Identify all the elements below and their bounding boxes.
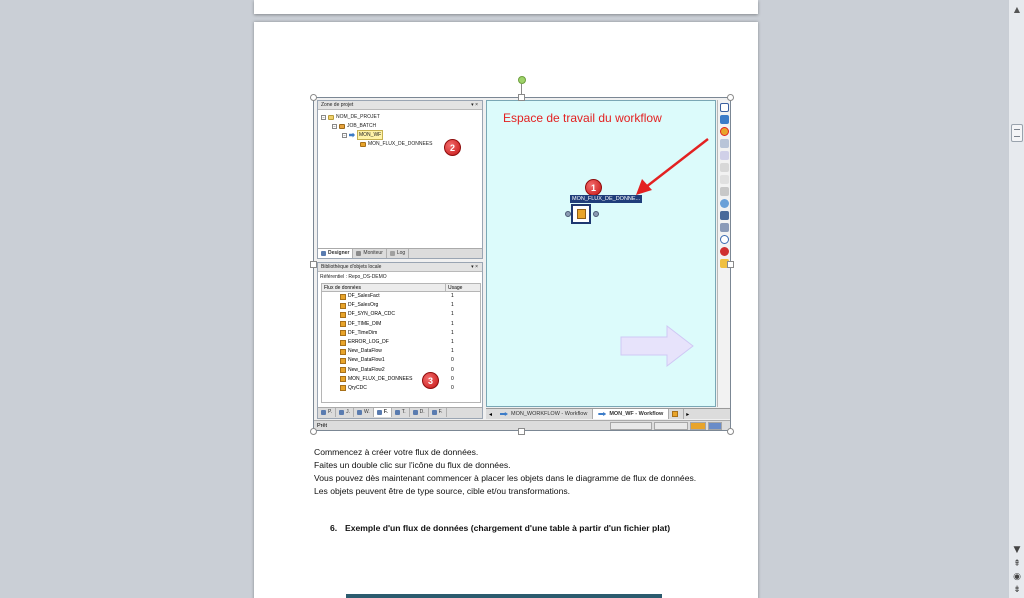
tab-label: W. [363,409,370,415]
status-text: Prêt [317,423,328,429]
row-name: QryCDC [348,384,367,391]
workflow-workspace[interactable] [486,100,716,407]
next-page-icon[interactable]: ⇟ [1013,585,1021,595]
row-usage: 1 [451,311,454,318]
paragraph-1: Commencez à créer votre flux de données. [314,447,479,457]
row-usage: 1 [451,338,454,345]
resize-handle-s[interactable] [518,428,525,435]
tree-node-job[interactable] [332,122,376,130]
resize-handle-w[interactable] [310,261,317,268]
tab-label: MON_WF - Workflow [609,411,664,417]
badge-1: 1 [585,179,602,196]
resize-handle-sw[interactable] [310,428,317,435]
row-name: DF_TimeDim [348,329,378,336]
heading-number: 6. [330,523,338,533]
table-row[interactable] [322,310,480,319]
library-title: Bibliothèque d'objets locale [321,264,382,270]
data-transport-icon[interactable] [720,187,729,196]
dataflow-icon [360,142,366,147]
row-usage: 0 [451,384,454,391]
workflow-arrow-icon [500,412,508,416]
tab-label: Moniteur [363,250,383,256]
dataflow-tool-icon[interactable] [720,127,729,136]
row-name-cell [322,301,446,310]
tool-palette [717,100,730,407]
status-box [654,422,688,430]
dataflow-table [321,283,481,403]
table-row[interactable] [322,356,480,365]
template-table-icon[interactable] [720,163,729,172]
tab-label: J. [346,409,350,415]
library-tabs [318,407,482,418]
tab-label: Designer [328,250,350,256]
tab-label: Log [396,250,406,256]
dataflow-icon [340,349,346,355]
object-type-icon [377,410,382,415]
tree-node-project[interactable] [321,113,380,121]
row-name: DF_SalesFact [348,293,380,300]
paragraph-2: Faites un double clic sur l'icône du flux de données. [314,460,511,470]
table-row[interactable] [322,320,480,329]
embedded-screenshot[interactable] [313,97,731,431]
while-loop-icon[interactable] [720,235,729,244]
watermark-arrow-icon [617,323,697,369]
paragraph-3: Vous pouvez dès maintenant commencer à placer les objets dans le diagramme de flux de données. [314,473,697,483]
monitor-icon [356,251,361,256]
dataflow-icon [340,358,346,364]
row-usage: 1 [451,320,454,327]
row-usage: 1 [451,329,454,336]
tab-mon-wf[interactable] [593,409,669,419]
resize-handle-ne[interactable] [727,94,734,101]
scroll-left-icon[interactable]: ◂ [489,411,493,418]
library-tab[interactable] [429,408,447,417]
conditional-tool-icon[interactable] [720,211,729,220]
paragraph-4: Les objets peuvent être de type source, cible et/ou transformations. [314,486,571,496]
library-tab[interactable] [318,408,336,417]
project-zone-title: Zone de projet [321,102,354,108]
table-row[interactable] [322,347,480,356]
column-header-name[interactable]: Flux de données [322,284,446,291]
resize-handle-nw[interactable] [310,94,317,101]
log-icon [390,251,395,256]
row-name: New_DataFlow1 [348,357,385,364]
library-header [318,263,482,272]
tree-label: MON_FLUX_DE_DONNEES [368,141,433,147]
tab-label: P. [328,409,333,415]
dataflow-icon [340,321,346,327]
split-view-icon[interactable]: ▲ [1013,5,1021,14]
tree-label: JOB_BATCH [347,123,377,129]
dataflow-node-label[interactable]: MON_FLUX_DE_DONNE... [572,196,641,202]
library-tab[interactable] [354,408,374,417]
table-row[interactable] [322,301,480,310]
pin-icon[interactable]: ▾ × [471,264,478,270]
row-name-cell [322,320,446,329]
dataflow-icon [340,294,346,300]
table-row[interactable] [322,292,480,301]
tab-label: F. [383,409,388,415]
workspace-tabs [486,408,730,419]
dataflow-icon [340,312,346,318]
column-header-usage[interactable]: Usage [448,285,463,291]
dataflow-icon [577,209,586,219]
object-type-icon [357,410,362,415]
folder-icon [328,115,334,120]
tab-label: T. [401,409,406,415]
library-tab[interactable] [336,408,354,417]
tab-label: D. [419,409,425,415]
dataflow-icon [340,303,346,309]
project-zone-panel [317,100,483,259]
dataflow-icon [672,411,678,417]
tree-node-dataflow[interactable] [360,140,432,148]
row-usage: 0 [451,366,454,373]
section-heading [330,523,670,533]
row-usage: 1 [451,348,454,355]
pin-icon[interactable]: ▾ × [471,102,478,108]
tab-dataflow-mini[interactable] [669,409,684,419]
query-tool-icon[interactable] [720,151,729,160]
tab-mon-workflow[interactable] [495,409,593,419]
workflow-arrow-icon [349,133,355,138]
job-icon [339,124,345,129]
dataflow-icon [340,330,346,336]
tab-designer[interactable] [318,249,353,258]
row-usage: 1 [451,293,454,299]
project-zone-tabs [318,248,482,258]
scroll-thumb[interactable] [1011,124,1023,142]
row-name: New_DataFlow2 [348,366,385,373]
scroll-right-icon[interactable]: ▸ [686,411,690,418]
row-name-cell [322,347,446,356]
status-dataflow-icon [690,422,706,430]
status-flag-icon [708,422,722,430]
output-port-icon[interactable] [593,211,599,217]
row-name-cell [322,338,446,347]
heading-text: Exemple d'un flux de données (chargement d'une table à partir d'un fichier plat) [345,523,671,533]
badge-3: 3 [422,372,439,389]
row-name-cell [322,292,446,301]
table-body [322,292,480,393]
script-tool-icon[interactable] [720,199,729,208]
dataflow-icon [340,367,346,373]
object-type-icon [413,410,418,415]
previous-page-sheet [254,0,758,14]
table-row[interactable] [322,366,480,375]
table-row[interactable] [322,338,480,347]
collapse-icon[interactable]: − [322,114,325,120]
object-type-icon [321,410,326,415]
r3-dataflow-tool-icon[interactable] [720,139,729,148]
rotation-handle[interactable] [518,76,526,84]
xml-template-icon[interactable] [720,175,729,184]
row-name: DF_TIME_DIM [348,320,382,327]
dataflow-icon [340,376,346,382]
scroll-down-arrow-icon[interactable]: ▼ [1013,545,1021,555]
row-usage: 0 [451,357,454,364]
workflow-arrow-icon [598,412,606,416]
dataflow-icon [340,385,346,391]
table-header [322,284,480,292]
repository-label: Référentiel : Repo_DS-DEMO [320,274,387,280]
catch-tool-icon[interactable] [720,247,729,256]
dataflow-icon [340,340,346,346]
library-tab[interactable] [374,408,392,417]
pointer-tool-icon[interactable] [720,103,729,112]
row-name: DF_SalesOrg [348,302,379,309]
table-row[interactable] [322,375,480,384]
workspace-title: Espace de travail du workflow [503,111,662,125]
row-name-cell [322,329,446,338]
select-browse-object-icon[interactable]: ◉ [1013,572,1021,582]
resize-handle-n[interactable] [518,94,525,101]
previous-page-icon[interactable]: ⇞ [1013,559,1021,569]
collapse-icon[interactable]: − [333,123,336,129]
row-usage: 1 [451,302,454,309]
tree-node-workflow[interactable] [342,131,383,139]
vertical-scrollbar[interactable] [1008,0,1024,598]
try-tool-icon[interactable] [720,223,729,232]
dataflow-node[interactable] [571,204,591,224]
workflow-tool-icon[interactable] [720,115,729,124]
status-box [610,422,652,430]
tree-label: MON_WF [359,132,382,138]
project-zone-header [318,101,482,110]
row-name: DF_SYN_ORA_CDC [348,311,395,318]
designer-icon [321,251,326,256]
resize-handle-se[interactable] [727,428,734,435]
object-type-icon [339,410,344,415]
library-tab[interactable] [392,408,410,417]
row-name-cell [322,310,446,319]
table-row[interactable] [322,329,480,338]
row-name: ERROR_LOG_DF [348,339,389,346]
row-name: New_DataFlow [348,348,382,355]
resize-handle-e[interactable] [727,261,734,268]
tab-label: MON_WORKFLOW - Workflow [511,411,588,417]
tab-log[interactable] [387,249,409,258]
red-pointer-arrow [632,133,712,197]
badge-2: 2 [444,139,461,156]
tab-label: F. [438,409,443,415]
library-panel [317,262,483,419]
row-usage: 0 [451,375,454,382]
row-name: MON_FLUX_DE_DONNEES [348,375,413,382]
object-type-icon [395,410,400,415]
tree-label: NOM_DE_PROJET [336,114,380,120]
object-type-icon [432,410,437,415]
collapse-icon[interactable]: − [343,132,346,138]
row-name-cell [322,356,446,365]
tab-moniteur[interactable] [353,249,386,258]
library-tab[interactable] [410,408,429,417]
table-row[interactable] [322,384,480,393]
next-image-top-edge [346,594,662,598]
